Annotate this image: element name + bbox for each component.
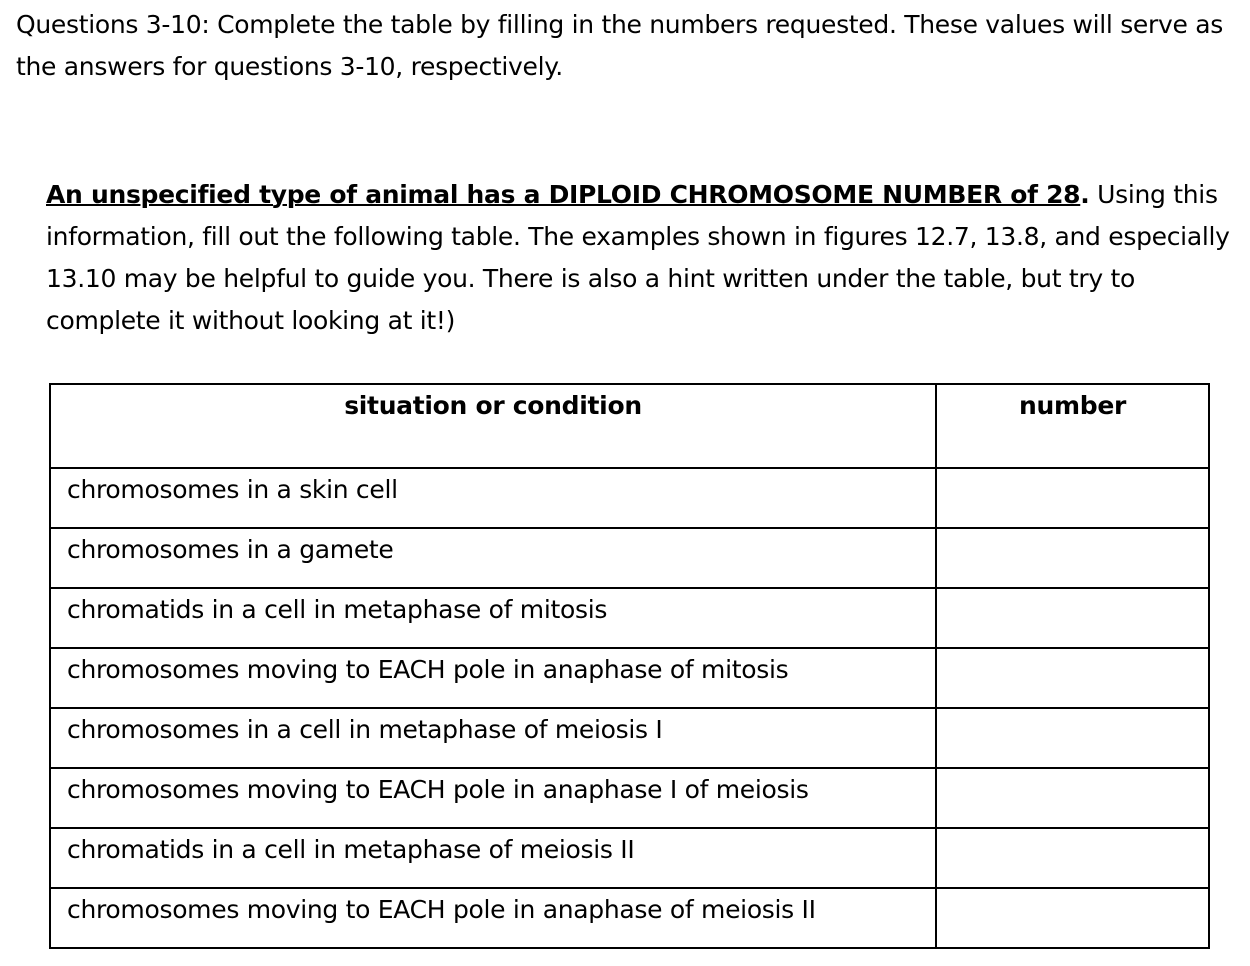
situation-cell: chromatids in a cell in metaphase of meiosis II xyxy=(50,828,936,888)
number-cell[interactable] xyxy=(936,588,1209,648)
number-cell[interactable] xyxy=(936,528,1209,588)
number-cell[interactable] xyxy=(936,708,1209,768)
table-row xyxy=(50,648,1209,708)
header-situation: situation or condition xyxy=(50,384,936,468)
number-cell[interactable] xyxy=(936,468,1209,528)
situation-cell: chromosomes moving to EACH pole in anaphase of mitosis xyxy=(50,648,936,708)
situation-cell: chromosomes in a skin cell xyxy=(50,468,936,528)
problem-lead: An unspecified type of animal has a DIPLOID CHROMOSOME NUMBER of 28 xyxy=(46,180,1081,209)
answer-table xyxy=(49,383,1210,949)
table-row xyxy=(50,528,1209,588)
table-row xyxy=(50,888,1209,948)
problem-lead-period: . xyxy=(1080,180,1090,209)
table-row xyxy=(50,708,1209,768)
situation-cell: chromatids in a cell in metaphase of mitosis xyxy=(50,588,936,648)
table-row xyxy=(50,468,1209,528)
instructions-heading: Questions 3-10: Complete the table by filling in the numbers requested. These values will serve as the answers for questions 3-10, respectively. xyxy=(16,10,1223,81)
situation-cell: chromosomes in a gamete xyxy=(50,528,936,588)
situation-cell: chromosomes moving to EACH pole in anaphase of meiosis II xyxy=(50,888,936,948)
table-row xyxy=(50,588,1209,648)
problem-statement xyxy=(46,174,1241,342)
header-number: number xyxy=(936,384,1209,468)
situation-cell: chromosomes moving to EACH pole in anaphase I of meiosis xyxy=(50,768,936,828)
situation-cell: chromosomes in a cell in metaphase of meiosis I xyxy=(50,708,936,768)
problem-body: Using this information, fill out the following table. The examples shown in figures 12.7, 13.8, and especially 13.10 may be helpful to guide you. There is also a hint written under the table, but try to complete it without looking at it!) xyxy=(46,180,1230,335)
number-cell[interactable] xyxy=(936,888,1209,948)
table-row xyxy=(50,828,1209,888)
number-cell[interactable] xyxy=(936,768,1209,828)
table-header-row xyxy=(50,384,1209,468)
table-row xyxy=(50,768,1209,828)
number-cell[interactable] xyxy=(936,648,1209,708)
number-cell[interactable] xyxy=(936,828,1209,888)
